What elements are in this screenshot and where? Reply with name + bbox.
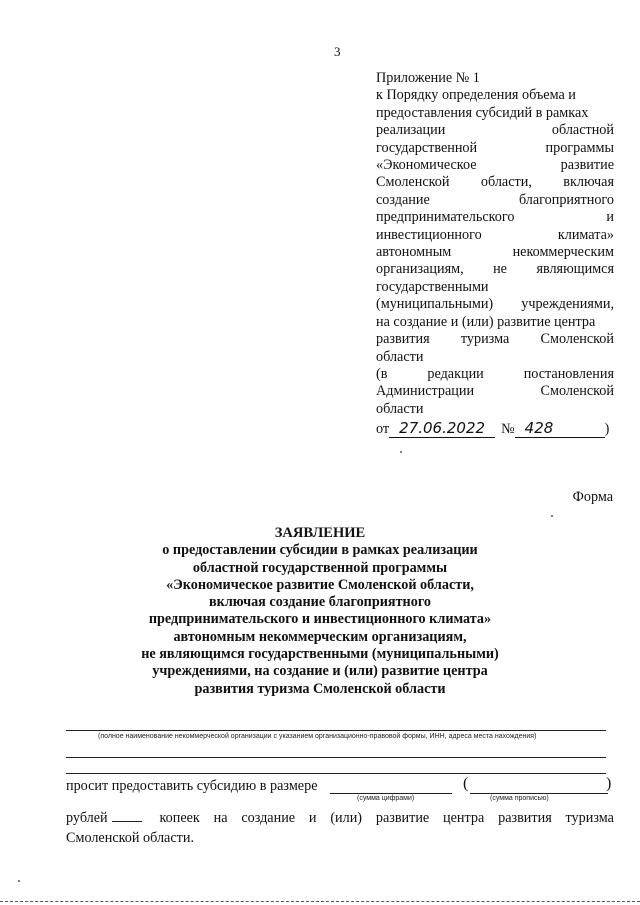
sum-words-field[interactable] — [470, 793, 608, 794]
appendix-line — [376, 122, 614, 139]
rubles-line-word: и — [308, 810, 317, 826]
appendix-word: программы — [545, 139, 614, 156]
title-line: не являющимся государственными (муниципальными) — [141, 646, 499, 663]
appendix-word: создание — [376, 191, 430, 208]
appendix-line — [376, 192, 614, 209]
appendix-line — [376, 296, 614, 313]
appendix-line: области — [376, 400, 424, 417]
page-number: 3 — [334, 44, 341, 59]
appendix-line — [376, 227, 614, 244]
scan-speck — [18, 880, 20, 882]
date-prefix: от — [376, 420, 390, 437]
rubles-group — [66, 808, 146, 828]
appendix-word: «Экономическое — [376, 157, 477, 174]
title-line: учреждениями, на создание и (или) развитие центра — [152, 663, 488, 680]
scan-edge-dashes — [0, 901, 640, 902]
rubles-line-word: развития — [498, 810, 552, 826]
rubles-line-2: Смоленской области. — [66, 830, 194, 846]
appendix-word: (муниципальными) — [376, 296, 494, 313]
title-line: о предоставлении субсидии в рамках реализации — [162, 542, 478, 559]
appendix-line — [376, 331, 614, 348]
appendix-word: Смоленской — [540, 383, 614, 400]
title-lines — [100, 542, 540, 698]
appendix-line: Приложение № 1 — [376, 70, 480, 86]
appendix-word: инвестиционного — [376, 226, 482, 243]
decree-date: 27.06.2022 — [389, 420, 495, 438]
appendix-word: являющимся — [536, 261, 614, 278]
appendix-word: государственной — [376, 139, 478, 156]
title-line: «Экономическое развитие Смоленской области, — [166, 576, 474, 593]
appendix-block — [376, 70, 614, 438]
application-title-block — [100, 525, 540, 698]
appendix-line — [376, 174, 614, 191]
kopecks-field[interactable] — [112, 809, 142, 822]
sum-digits-hint: (сумма цифрами) — [357, 795, 415, 802]
appendix-line — [376, 244, 614, 261]
appendix-line — [376, 157, 614, 174]
rubles-paragraph — [66, 808, 614, 848]
appendix-word: Администрации — [376, 383, 475, 400]
appendix-line: предоставления субсидий в рамках — [376, 104, 589, 121]
title-line: включая создание благоприятного — [208, 594, 432, 611]
appendix-word: (в — [376, 365, 388, 382]
appendix-word: организациям, — [376, 261, 464, 278]
appendix-word: областной — [551, 122, 614, 139]
appendix-word: климата» — [557, 226, 614, 243]
appendix-line — [376, 209, 614, 226]
appendix-line — [376, 261, 614, 278]
org-name-line-1[interactable] — [66, 730, 606, 731]
appendix-word: реализации — [376, 122, 446, 139]
appendix-word: Смоленской — [540, 331, 614, 348]
decree-number: 428 — [515, 420, 605, 438]
appendix-word: благоприятного — [518, 191, 614, 208]
rubles-line-word: (или) — [330, 810, 363, 826]
org-name-line-2[interactable] — [66, 757, 606, 758]
appendix-line: на создание и (или) развитие центра — [376, 313, 596, 330]
appendix-word: постановления — [523, 365, 614, 382]
appendix-line — [376, 140, 614, 157]
closing-paren: ) — [604, 420, 610, 437]
appendix-word: включая — [563, 174, 614, 191]
org-name-line-3[interactable] — [66, 773, 606, 774]
title-line: областной государственной программы — [192, 559, 448, 576]
scan-speck — [551, 515, 553, 517]
appendix-line: области — [376, 348, 424, 365]
close-paren: ) — [606, 775, 612, 792]
appendix-word: редакции — [427, 365, 484, 382]
appendix-line: к Порядку определения объема и — [376, 87, 576, 104]
open-paren: ( — [463, 775, 469, 792]
rubles-line-word: создание — [241, 810, 296, 826]
request-text: просит предоставить субсидию в размере — [66, 778, 318, 794]
appendix-word: некоммерческим — [512, 244, 614, 261]
appendix-word: и — [606, 209, 614, 226]
appendix-word: туризма — [460, 331, 510, 348]
rubles-line — [66, 808, 614, 828]
org-name-hint: (полное наименование некоммерческой организации с указанием организационно-правовой формы, ИНН, адреса места нахождения) — [98, 733, 537, 740]
rubles-line-word: туризма — [565, 810, 614, 826]
rubles-line-word: на — [213, 810, 228, 826]
title-line: автономным некоммерческим организациям, — [173, 628, 467, 645]
appendix-word: учреждениями, — [521, 296, 614, 313]
appendix-word: автономным — [376, 244, 452, 261]
kopecks-word: копеек — [159, 810, 200, 826]
appendix-line — [376, 383, 614, 400]
appendix-word: предпринимательского — [376, 209, 515, 226]
rubles-line-word: центра — [443, 810, 485, 826]
date-number-line — [376, 420, 614, 438]
sum-digits-field[interactable] — [330, 793, 452, 794]
rubles-line-word: развитие — [375, 810, 430, 826]
scan-speck — [400, 451, 402, 453]
appendix-word: не — [493, 261, 507, 278]
title-line: развития туризма Смоленской области — [194, 680, 446, 697]
number-sign: № — [501, 420, 515, 437]
appendix-line: государственными — [376, 278, 489, 295]
appendix-word: развитие — [560, 157, 614, 174]
appendix-word: области, — [480, 174, 532, 191]
rubles-word: рублей — [66, 810, 108, 826]
appendix-line — [376, 366, 614, 383]
title-line: предпринимательского и инвестиционного климата» — [148, 611, 492, 628]
form-label: Форма — [572, 489, 613, 505]
appendix-word: Смоленской — [376, 174, 450, 191]
appendix-word: развития — [376, 331, 430, 348]
document-title: ЗАЯВЛЕНИЕ — [274, 525, 366, 541]
sum-words-hint: (сумма прописью) — [490, 795, 549, 802]
